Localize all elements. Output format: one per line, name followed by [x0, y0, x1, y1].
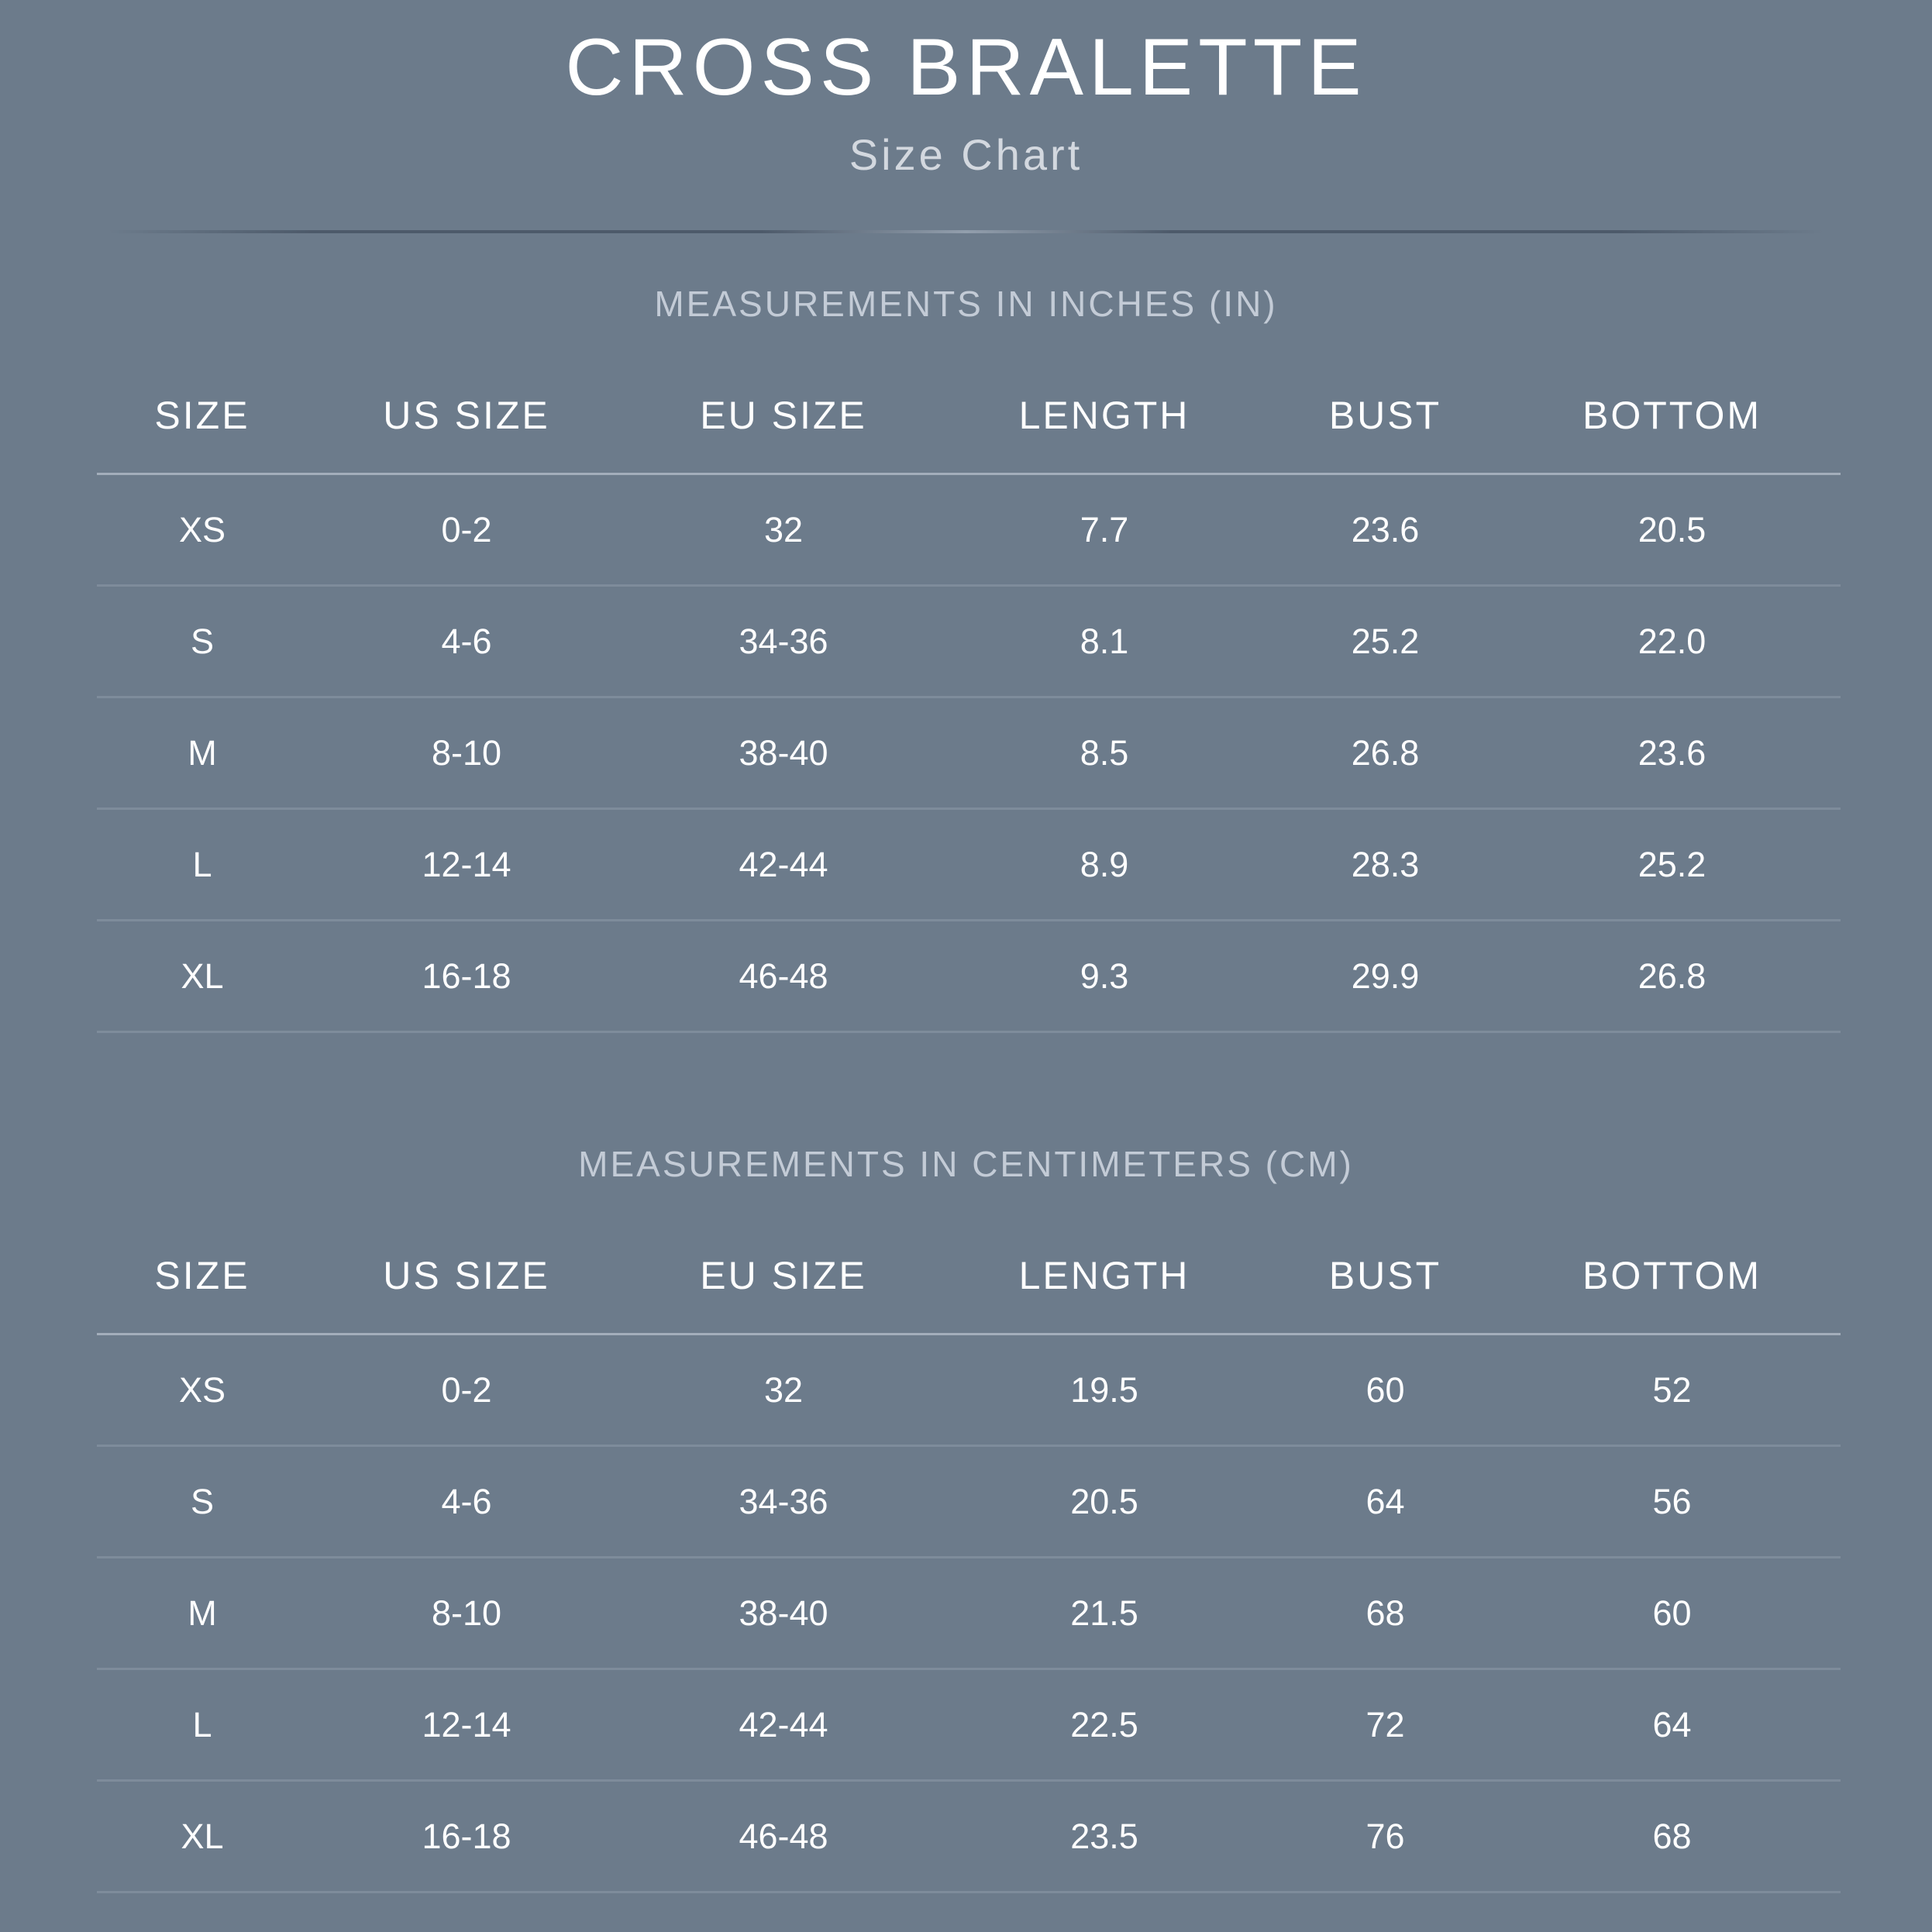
- table-row: [97, 1781, 1841, 1892]
- table-row: [97, 1558, 1841, 1669]
- cell-size: S: [97, 586, 308, 697]
- cell-length: 23.5: [942, 1781, 1267, 1892]
- cell-bottom: 23.6: [1503, 697, 1841, 809]
- cell-us-size: 16-18: [308, 1781, 625, 1892]
- cell-us-size: 12-14: [308, 809, 625, 921]
- cell-bust: 29.9: [1267, 921, 1503, 1032]
- cell-eu-size: 46-48: [625, 1781, 942, 1892]
- cell-size: M: [97, 1558, 308, 1669]
- column-header-bottom: BOTTOM: [1503, 1218, 1841, 1334]
- cell-eu-size: 42-44: [625, 1669, 942, 1781]
- table-row: [97, 1334, 1841, 1446]
- cell-bust: 23.6: [1267, 474, 1503, 586]
- table-row: [97, 586, 1841, 697]
- cell-us-size: 12-14: [308, 1669, 625, 1781]
- table-row: [97, 921, 1841, 1032]
- cell-length: 7.7: [942, 474, 1267, 586]
- column-header-length: LENGTH: [942, 1218, 1267, 1334]
- cell-eu-size: 42-44: [625, 809, 942, 921]
- cell-bottom: 22.0: [1503, 586, 1841, 697]
- cell-size: XS: [97, 474, 308, 586]
- cell-length: 8.1: [942, 586, 1267, 697]
- cell-us-size: 8-10: [308, 697, 625, 809]
- column-header-eu-size: EU SIZE: [625, 358, 942, 474]
- cell-us-size: 0-2: [308, 1334, 625, 1446]
- cell-bust: 68: [1267, 1558, 1503, 1669]
- table-row: [97, 474, 1841, 586]
- column-header-us-size: US SIZE: [308, 1218, 625, 1334]
- cell-bottom: 25.2: [1503, 809, 1841, 921]
- cell-length: 8.5: [942, 697, 1267, 809]
- cell-bottom: 52: [1503, 1334, 1841, 1446]
- cell-bottom: 68: [1503, 1781, 1841, 1892]
- column-header-size: SIZE: [97, 1218, 308, 1334]
- cell-length: 19.5: [942, 1334, 1267, 1446]
- column-header-us-size: US SIZE: [308, 358, 625, 474]
- column-header-bottom: BOTTOM: [1503, 358, 1841, 474]
- size-table-inches: [97, 358, 1841, 1033]
- cell-eu-size: 32: [625, 1334, 942, 1446]
- cell-eu-size: 32: [625, 474, 942, 586]
- cell-size: XL: [97, 1781, 308, 1892]
- table-row: [97, 697, 1841, 809]
- header-divider: [108, 230, 1824, 233]
- cell-size: M: [97, 697, 308, 809]
- cell-us-size: 4-6: [308, 1446, 625, 1558]
- cell-bottom: 56: [1503, 1446, 1841, 1558]
- cell-eu-size: 34-36: [625, 1446, 942, 1558]
- cell-bottom: 20.5: [1503, 474, 1841, 586]
- cell-bust: 64: [1267, 1446, 1503, 1558]
- section-title-inches: MEASUREMENTS IN INCHES (IN): [654, 284, 1278, 324]
- cell-us-size: 4-6: [308, 586, 625, 697]
- cell-eu-size: 38-40: [625, 697, 942, 809]
- cell-bottom: 60: [1503, 1558, 1841, 1669]
- cell-length: 22.5: [942, 1669, 1267, 1781]
- cell-size: XS: [97, 1334, 308, 1446]
- page-title: CROSS BRALETTE: [565, 22, 1367, 112]
- cell-us-size: 16-18: [308, 921, 625, 1032]
- cell-bust: 76: [1267, 1781, 1503, 1892]
- cell-eu-size: 34-36: [625, 586, 942, 697]
- cell-size: S: [97, 1446, 308, 1558]
- cell-size: L: [97, 1669, 308, 1781]
- column-header-bust: BUST: [1267, 1218, 1503, 1334]
- cell-size: XL: [97, 921, 308, 1032]
- cell-size: L: [97, 809, 308, 921]
- cell-us-size: 8-10: [308, 1558, 625, 1669]
- cell-bust: 28.3: [1267, 809, 1503, 921]
- cell-eu-size: 46-48: [625, 921, 942, 1032]
- cell-length: 21.5: [942, 1558, 1267, 1669]
- column-header-length: LENGTH: [942, 358, 1267, 474]
- cell-us-size: 0-2: [308, 474, 625, 586]
- cell-bottom: 26.8: [1503, 921, 1841, 1032]
- column-header-bust: BUST: [1267, 358, 1503, 474]
- column-header-size: SIZE: [97, 358, 308, 474]
- cell-bust: 60: [1267, 1334, 1503, 1446]
- cell-length: 8.9: [942, 809, 1267, 921]
- table-header-row: [97, 358, 1841, 474]
- cell-bust: 25.2: [1267, 586, 1503, 697]
- cell-bottom: 64: [1503, 1669, 1841, 1781]
- table-row: [97, 809, 1841, 921]
- table-row: [97, 1446, 1841, 1558]
- cell-length: 9.3: [942, 921, 1267, 1032]
- cell-bust: 72: [1267, 1669, 1503, 1781]
- cell-bust: 26.8: [1267, 697, 1503, 809]
- table-row: [97, 1669, 1841, 1781]
- cell-eu-size: 38-40: [625, 1558, 942, 1669]
- page-subtitle: Size Chart: [849, 130, 1083, 179]
- cell-length: 20.5: [942, 1446, 1267, 1558]
- column-header-eu-size: EU SIZE: [625, 1218, 942, 1334]
- section-title-cm: MEASUREMENTS IN CENTIMETERS (CM): [578, 1144, 1354, 1184]
- size-table-cm: [97, 1218, 1841, 1893]
- table-header-row: [97, 1218, 1841, 1334]
